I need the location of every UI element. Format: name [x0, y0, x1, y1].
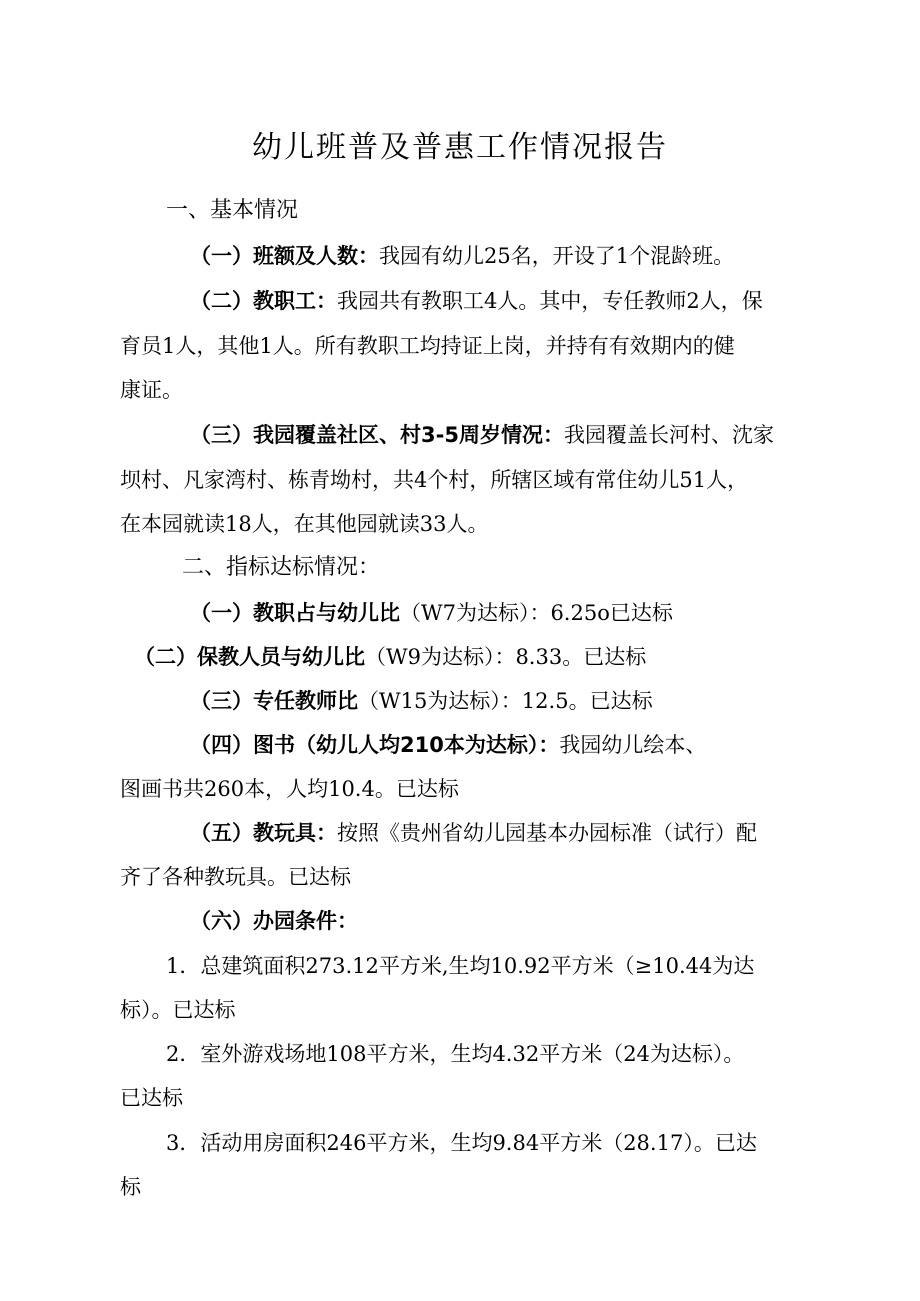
text-staff-3: 康证。 — [120, 378, 183, 402]
paragraph-coverage-line-1 — [190, 420, 774, 450]
label-conditions: （六）办园条件： — [190, 909, 358, 933]
text-class-size: 我园有幼儿25名，开设了1个混龄班。 — [379, 244, 735, 268]
condition-3-line-1: 3．活动用房面积246平方米，生均9.84平方米（28.17）。已达 — [166, 1131, 757, 1155]
indicator-staff-ratio — [190, 598, 673, 628]
condition-1-line-1: 1．总建筑面积273.12平方米,生均10.92平方米（≥10.44为达 — [166, 954, 755, 978]
label-books: （四）图书（幼儿人均210本为达标）： — [190, 733, 560, 757]
text-toys-2: 齐了各种教玩具。已达标 — [120, 865, 351, 889]
indicator-teacher-ratio — [190, 686, 653, 716]
label-staff-ratio: （一）教职占与幼儿比 — [190, 601, 400, 625]
text-teacher-ratio: （W15为达标）：12.5。已达标 — [358, 689, 653, 713]
indicator-conditions — [190, 906, 358, 936]
text-books-1: 我园幼儿绘本、 — [559, 733, 707, 757]
text-coverage-1: 我园覆盖长河村、沈家 — [563, 423, 774, 447]
indicator-care-ratio — [134, 642, 646, 672]
paragraph-class-size — [190, 241, 734, 271]
label-coverage: （三）我园覆盖社区、村3-5周岁情况： — [190, 423, 564, 447]
label-class-size: （一）班额及人数： — [190, 244, 379, 268]
text-coverage-2: 坝村、凡家湾村、栋青坳村，共4个村，所辖区域有常住幼儿51人， — [120, 468, 749, 492]
condition-3-line-2: 标 — [120, 1175, 141, 1199]
condition-1-line-2: 标）。已达标 — [120, 998, 236, 1022]
text-staff-1: 我园共有教职工4人。其中，专任教师2人，保 — [337, 289, 763, 313]
label-toys: （五）教玩具： — [190, 821, 337, 845]
text-coverage-3: 在本园就读18人，在其他园就读33人。 — [120, 512, 489, 536]
text-toys-1: 按照《贵州省幼儿园基本办园标准（试行）配 — [337, 821, 757, 845]
text-staff-2: 育员1人，其他1人。所有教职工均持证上岗，并持有有效期内的健 — [120, 334, 735, 358]
condition-2-line-2: 已达标 — [120, 1086, 183, 1110]
indicator-toys-line-1 — [190, 818, 757, 848]
label-staff: （二）教职工： — [190, 289, 337, 313]
paragraph-staff-line-1 — [190, 286, 763, 316]
section-1-heading: 一、基本情况 — [166, 198, 299, 223]
indicator-books-line-1 — [190, 730, 706, 760]
condition-2-line-1: 2．室外游戏场地108平方米，生均4.32平方米（24为达标）。 — [166, 1042, 745, 1066]
text-care-ratio: （W9为达标）：8.33。已达标 — [365, 645, 647, 669]
document-title: 幼儿班普及普惠工作情况报告 — [252, 130, 668, 165]
label-teacher-ratio: （三）专任教师比 — [190, 689, 358, 713]
label-care-ratio: （二）保教人员与幼儿比 — [134, 645, 365, 669]
section-2-heading: 二、指标达标情况： — [182, 555, 381, 580]
text-staff-ratio: （W7为达标）：6.25o已达标 — [400, 601, 673, 625]
text-books-2: 图画书共260本，人均10.4。已达标 — [120, 777, 459, 801]
